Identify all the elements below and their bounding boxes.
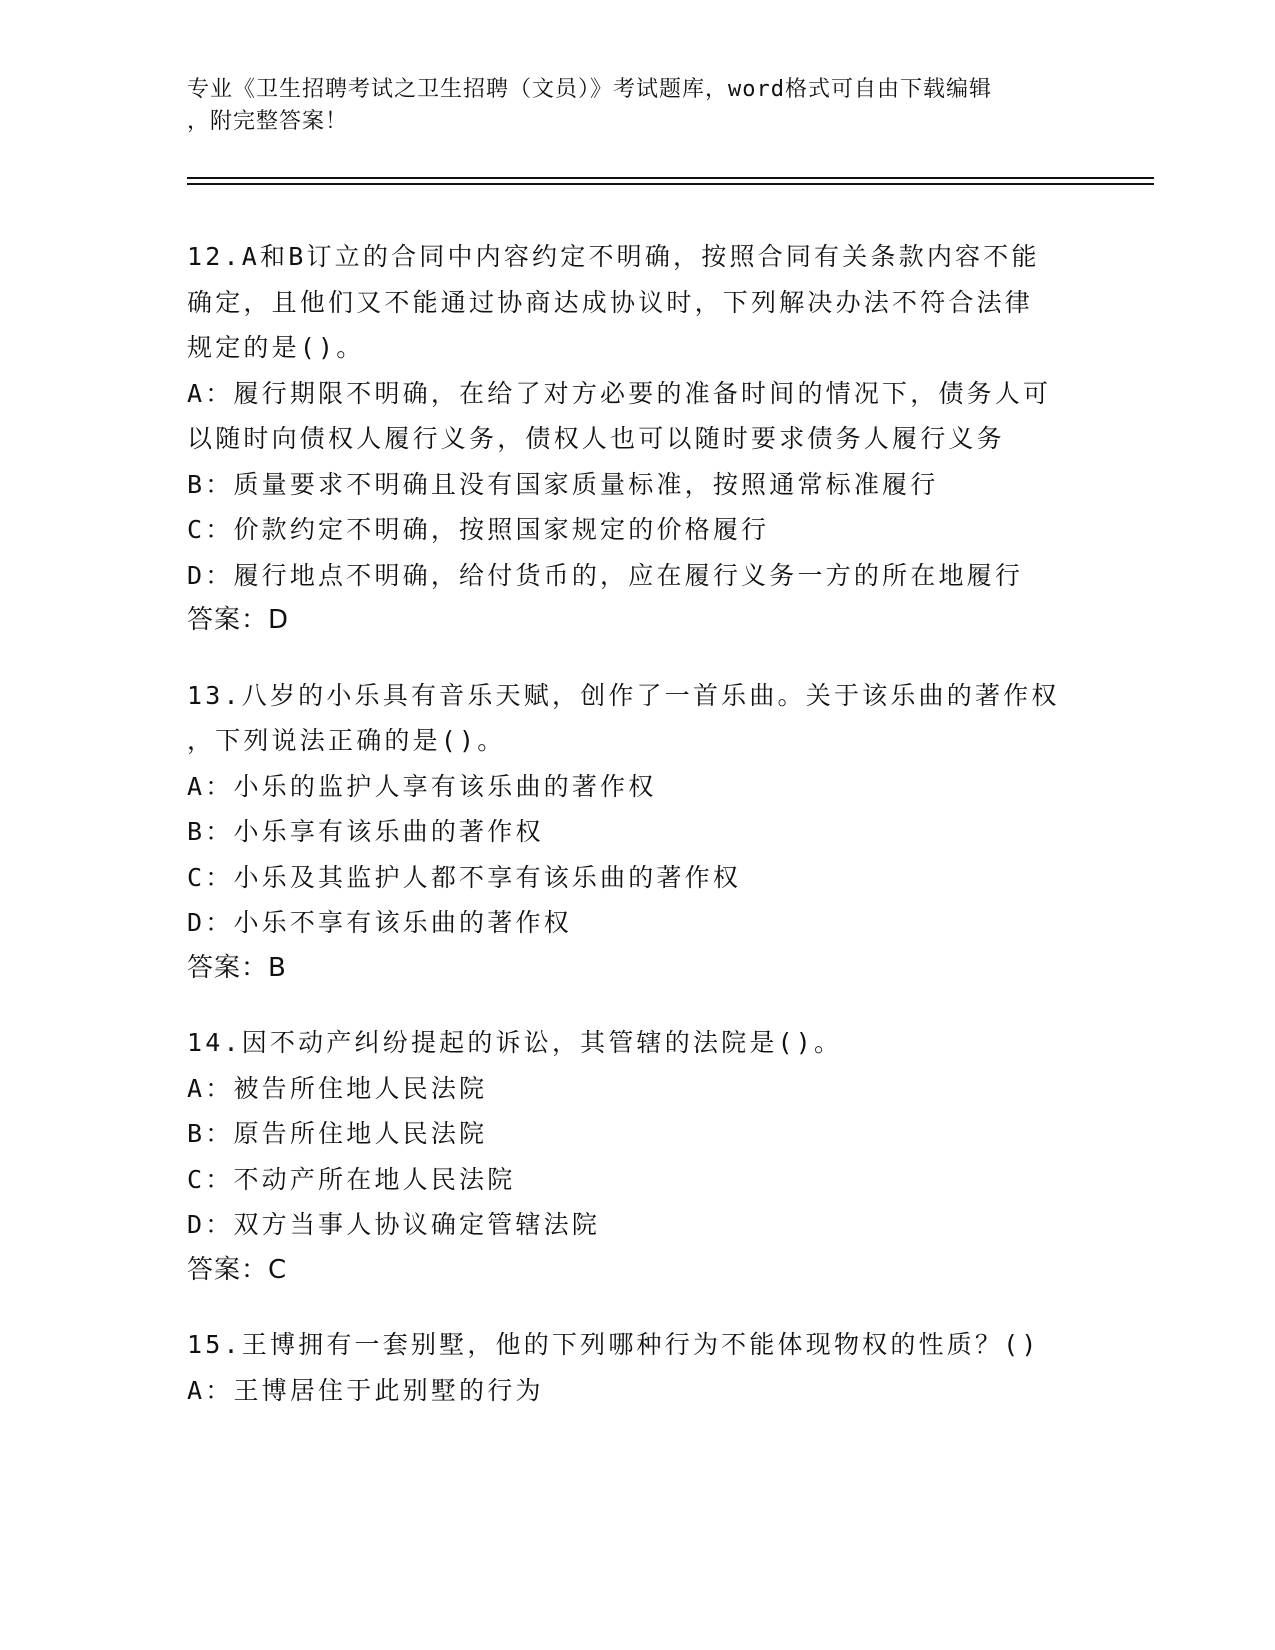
option-d: D：双方当事人协议确定管辖法院 xyxy=(187,1210,601,1239)
question-stem-line: 15.王博拥有一套别墅，他的下列哪种行为不能体现物权的性质？() xyxy=(187,1330,1040,1359)
question-stem-line: 14.因不动产纠纷提起的诉讼，其管辖的法院是()。 xyxy=(187,1028,843,1057)
header-title-line-1: 专业《卫生招聘考试之卫生招聘（文员）》考试题库，word格式可自由下载编辑 xyxy=(187,77,992,102)
question-14 xyxy=(187,1020,1087,1293)
option-d: D：履行地点不明确，给付货币的，应在履行义务一方的所在地履行 xyxy=(187,560,1024,590)
option-a-line-1: A：履行期限不明确，在给了对方必要的准备时间的情况下，债务人可 xyxy=(187,378,1052,408)
question-stem-line: ，下列说法正确的是()。 xyxy=(187,726,506,755)
option-d: D：小乐不享有该乐曲的著作权 xyxy=(187,908,572,937)
question-stem-line: 确定，且他们又不能通过协商达成协议时，下列解决办法不符合法律 xyxy=(187,287,1034,317)
option-c: C：小乐及其监护人都不享有该乐曲的著作权 xyxy=(187,862,742,892)
option-a-line-2: 以随时向债权人履行义务，债权人也可以随时要求债务人履行义务 xyxy=(187,424,1005,453)
question-15 xyxy=(187,1322,1087,1413)
header-rule-top xyxy=(187,177,1154,179)
option-a: A：被告所住地人民法院 xyxy=(187,1073,488,1103)
question-13 xyxy=(187,673,1087,992)
option-b: B：质量要求不明确且没有国家质量标准，按照通常标准履行 xyxy=(187,469,939,499)
question-12 xyxy=(187,234,1087,644)
question-list xyxy=(187,234,1087,1442)
answer-label: 答案：B xyxy=(187,952,287,983)
option-c: C：不动产所在地人民法院 xyxy=(187,1164,516,1194)
option-a: A：小乐的监护人享有该乐曲的著作权 xyxy=(187,771,657,801)
answer-label: 答案：D xyxy=(187,605,290,635)
option-b: B：小乐享有该乐曲的著作权 xyxy=(187,817,544,846)
option-c: C：价款约定不明确，按照国家规定的价格履行 xyxy=(187,515,770,544)
question-stem-line: 规定的是()。 xyxy=(187,333,365,362)
question-stem-line: 12.A和B订立的合同中内容约定不明确，按照合同有关条款内容不能 xyxy=(187,242,1040,271)
option-a: A：王博居住于此别墅的行为 xyxy=(187,1375,544,1405)
answer-label: 答案：C xyxy=(187,1254,288,1285)
header-title-line-2: ，附完整答案！ xyxy=(187,109,349,134)
document-header xyxy=(187,74,1087,138)
header-rule-bottom xyxy=(187,183,1154,185)
option-b: B：原告所住地人民法院 xyxy=(187,1119,488,1148)
question-stem-line: 13.八岁的小乐具有音乐天赋，创作了一首乐曲。关于该乐曲的著作权 xyxy=(187,680,1060,710)
